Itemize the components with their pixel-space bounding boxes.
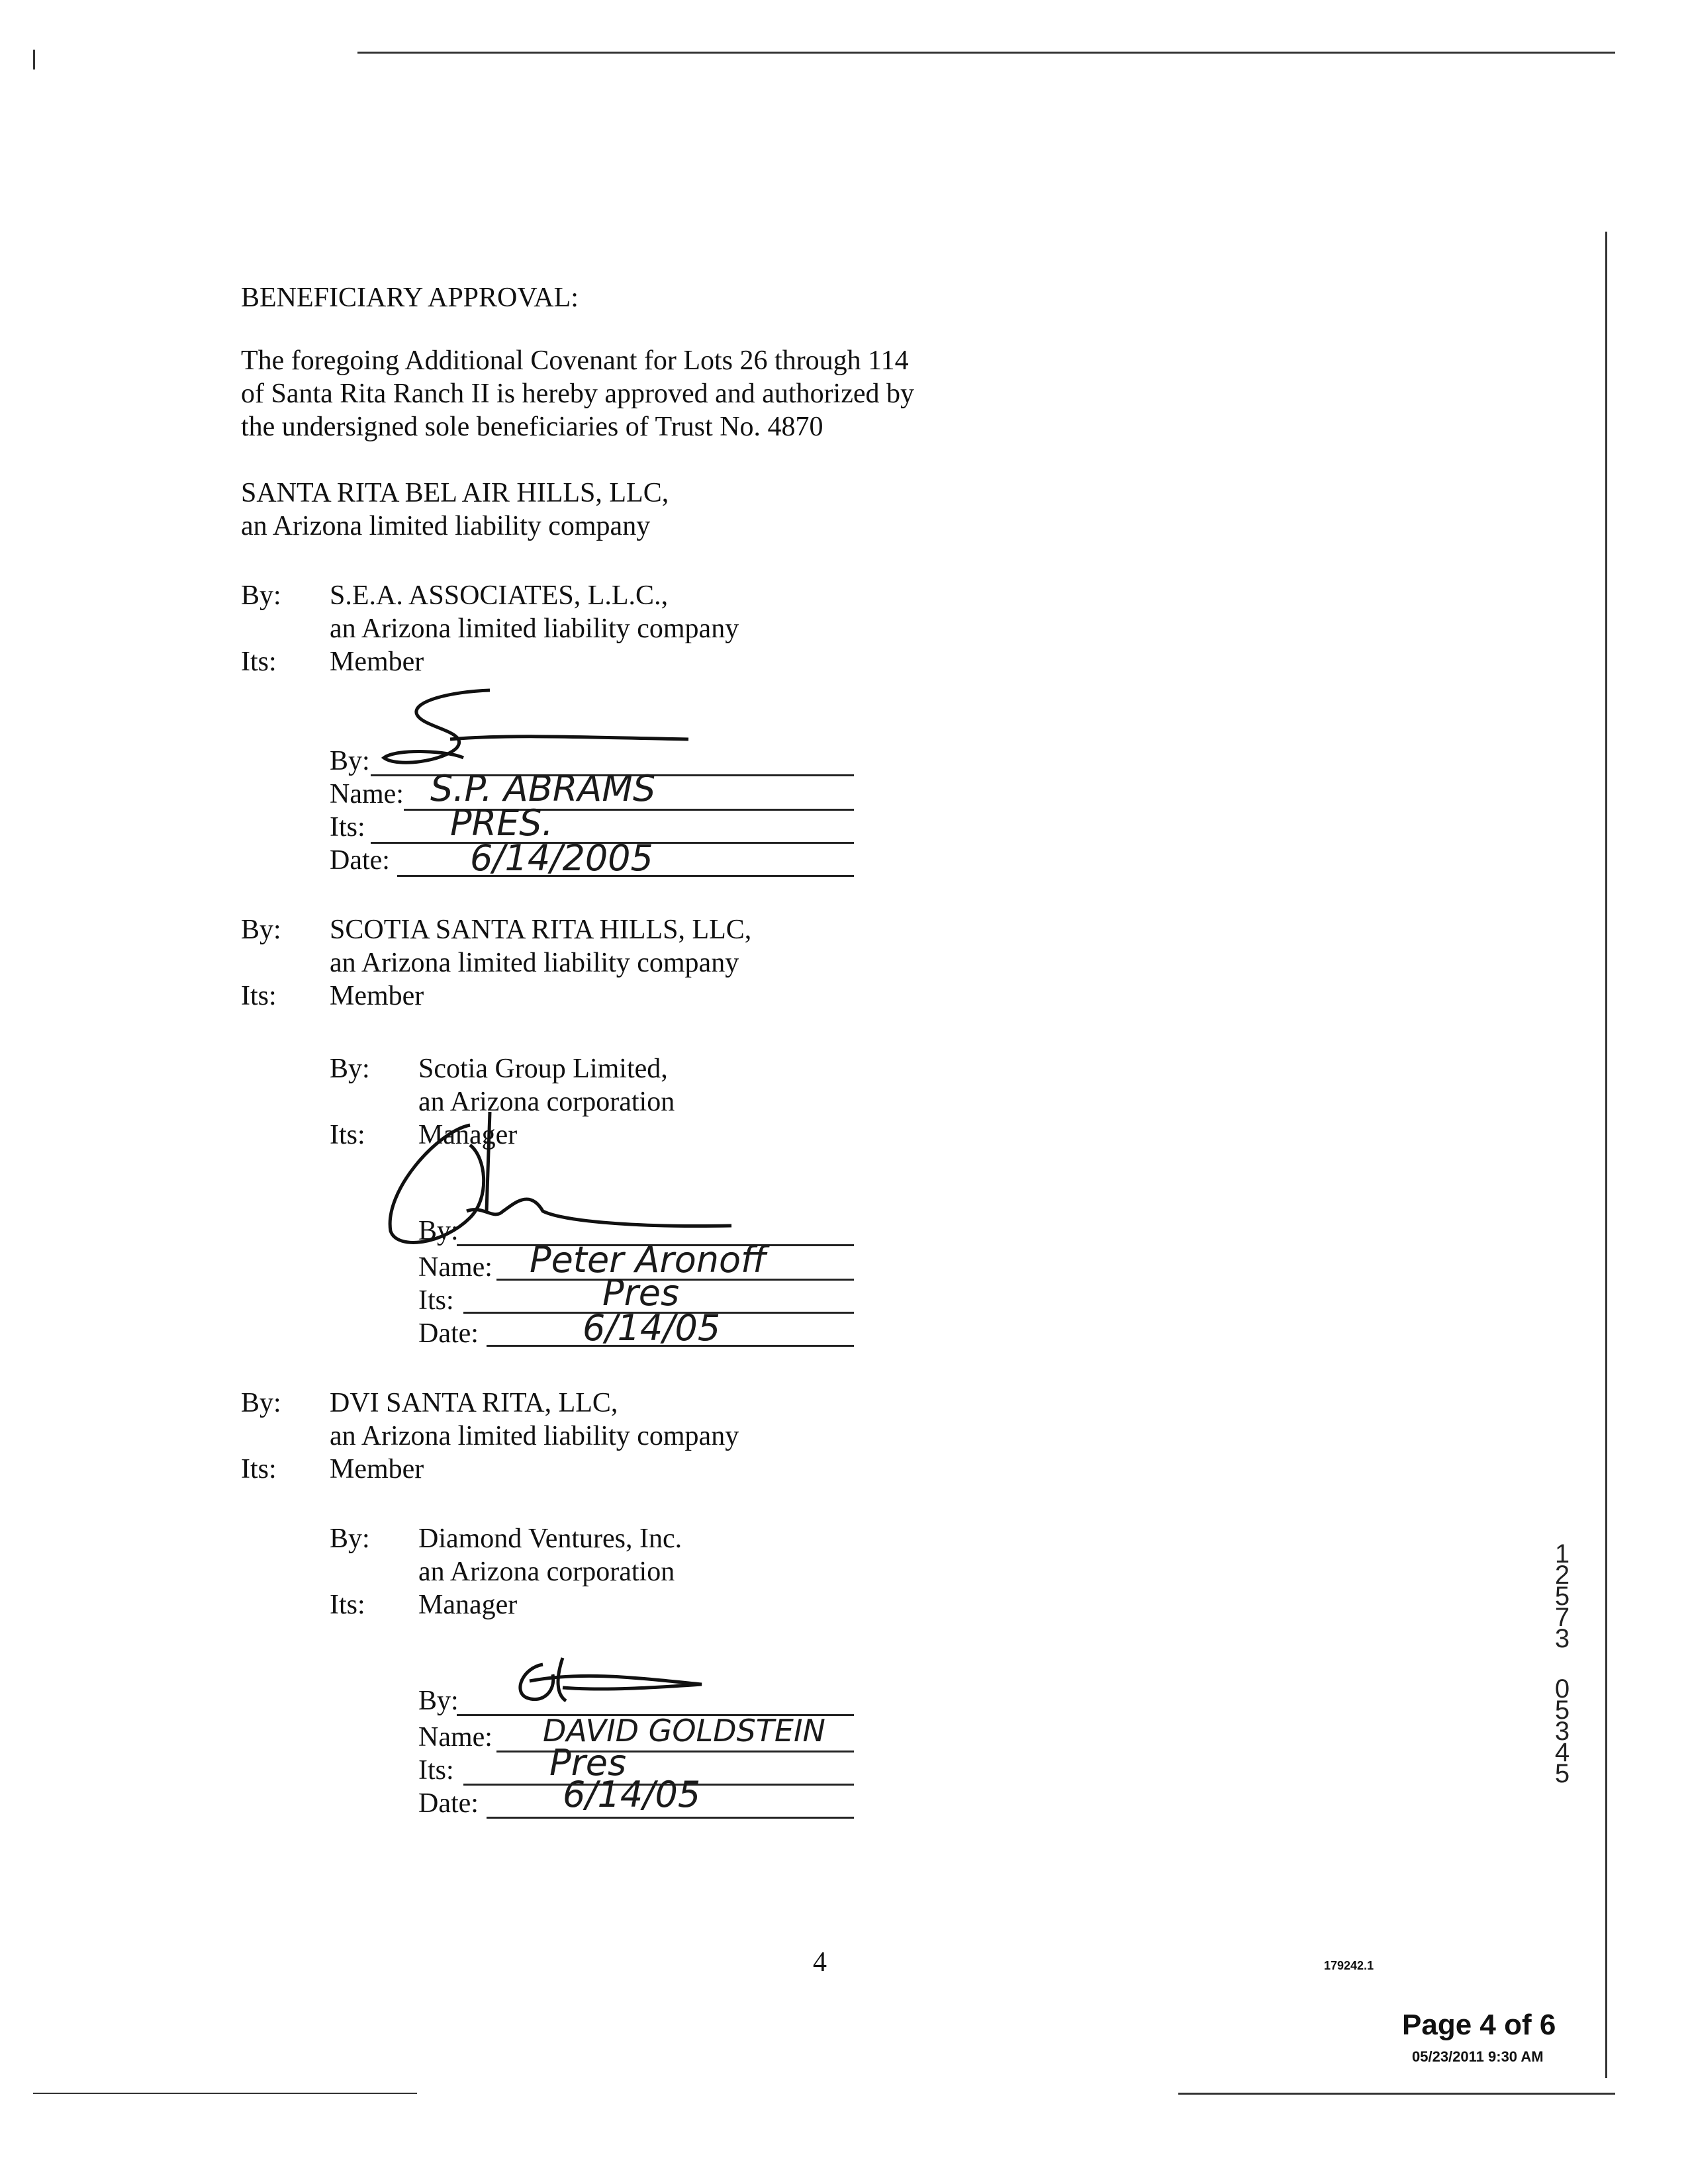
sig2-by-label: By: [418,1216,459,1246]
member3-sub-by-label: By: [330,1524,370,1554]
footer-timestamp: 05/23/2011 9:30 AM [1412,2048,1544,2065]
sig1-by-label: By: [330,746,370,776]
left-edge-mark [33,50,35,69]
sig2-name-label: Name: [418,1252,492,1283]
sig3-date-value: 6/14/05 [563,1774,701,1815]
signature-3-scribble [503,1651,715,1711]
sig2-its-label: Its: [418,1285,454,1316]
sig1-its-value: PRES. [450,802,553,844]
bottom-left-line [33,2093,417,2094]
bottom-border-line [1178,2093,1615,2095]
sig1-its-label: Its: [330,812,365,842]
member1-role: Member [330,647,424,677]
stamp-digit: 0 [1554,1674,1570,1704]
member3-role: Member [330,1454,424,1484]
member3-desc: an Arizona limited liability company [330,1421,739,1451]
sig3-date-label: Date: [418,1788,479,1819]
sig2-date-line [487,1345,854,1347]
member2-by-label: By: [241,915,281,945]
stamp-digit: 2 [1554,1561,1570,1590]
member1-its-label: Its: [241,647,277,677]
sig3-by-label: By: [418,1686,459,1716]
member2-its-label: Its: [241,981,277,1011]
member2-sub-role: Manager [418,1120,518,1150]
member3-name: DVI SANTA RITA, LLC, [330,1388,618,1418]
member2-role: Member [330,981,424,1011]
member2-desc: an Arizona limited liability company [330,948,739,978]
sig3-date-line [487,1817,854,1819]
top-border-line [357,52,1615,54]
sig1-name-value: S.P. ABRAMS [430,768,656,809]
member2-sub-name: Scotia Group Limited, [418,1054,668,1084]
sig3-name-value: DAVID GOLDSTEIN [543,1713,825,1749]
sig1-date-line [397,875,854,877]
stamp-digit: 4 [1554,1738,1570,1767]
stamp-digit: 1 [1554,1539,1570,1569]
member2-sub-its-label: Its: [330,1120,365,1150]
stamp-digit: 5 [1554,1696,1570,1725]
sig3-its-label: Its: [418,1755,454,1786]
page-number: 4 [813,1947,827,1978]
member3-sub-its-label: Its: [330,1590,365,1620]
member3-by-label: By: [241,1388,281,1418]
sig3-name-label: Name: [418,1722,492,1752]
sig2-name-value: Peter Aronoff [530,1239,767,1281]
sig3-its-value: Pres [549,1742,627,1784]
sig1-date-value: 6/14/2005 [470,837,653,879]
stamp-digit: 3 [1554,1624,1570,1653]
member1-desc: an Arizona limited liability company [330,614,739,644]
entity-name: SANTA RITA BEL AIR HILLS, LLC, [241,478,669,508]
entity-desc: an Arizona limited liability company [241,511,651,541]
member3-its-label: Its: [241,1454,277,1484]
member3-sub-desc: an Arizona corporation [418,1557,675,1587]
stamp-digit: 3 [1554,1717,1570,1746]
member2-sub-desc: an Arizona corporation [418,1087,675,1117]
footer-page-label: Page 4 of 6 [1402,2009,1556,2041]
right-border-line [1605,232,1607,2078]
section-heading: BENEFICIARY APPROVAL: [241,283,579,313]
member1-name: S.E.A. ASSOCIATES, L.L.C., [330,580,669,611]
sig1-date-label: Date: [330,845,390,876]
doc-id: 179242.1 [1324,1959,1374,1972]
stamp-digit: 5 [1554,1582,1570,1611]
signature-1-scribble [371,685,702,771]
stamp-digit: 7 [1554,1603,1570,1632]
member2-sub-by-label: By: [330,1054,370,1084]
member3-sub-name: Diamond Ventures, Inc. [418,1524,682,1554]
intro-line-1: The foregoing Additional Covenant for Lots 26 through 114 [241,345,909,376]
sig2-date-label: Date: [418,1318,479,1349]
member2-name: SCOTIA SANTA RITA HILLS, LLC, [330,915,752,945]
member1-by-label: By: [241,580,281,611]
intro-line-2: of Santa Rita Ranch II is hereby approved and authorized by [241,379,915,409]
sig1-name-label: Name: [330,779,404,809]
member3-sub-role: Manager [418,1590,518,1620]
sig2-its-value: Pres [602,1272,680,1314]
intro-line-3: the undersigned sole beneficiaries of Trust No. 4870 [241,412,823,442]
sig2-date-value: 6/14/05 [583,1307,721,1349]
stamp-digit: 5 [1554,1759,1570,1788]
